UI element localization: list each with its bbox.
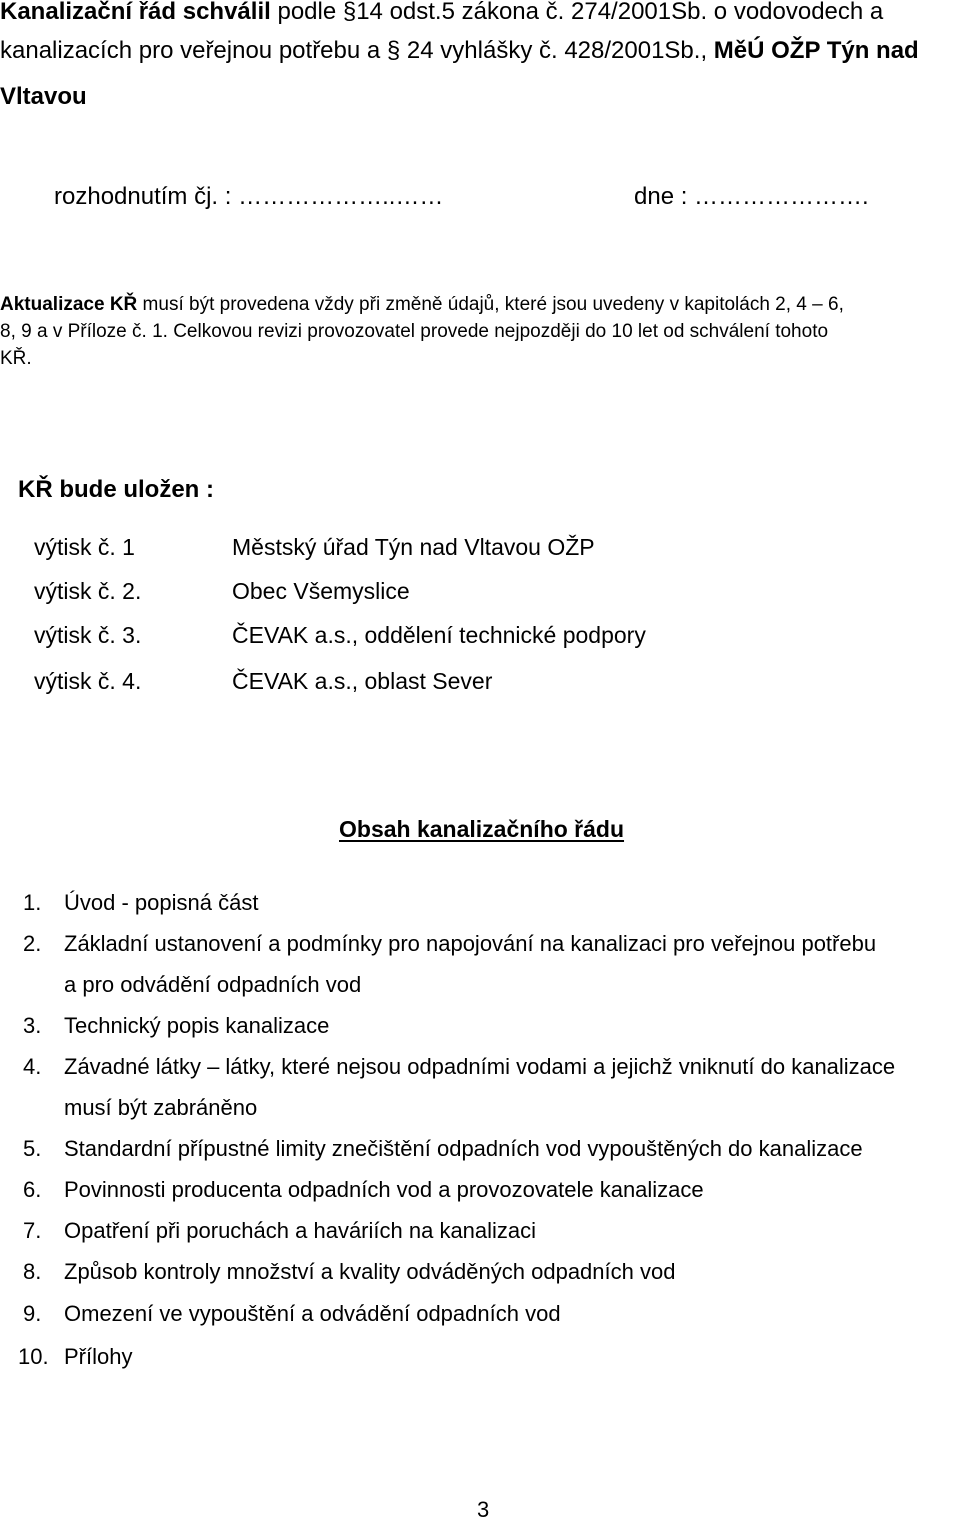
copy-4-label: výtisk č. 4.	[34, 668, 142, 694]
toc-num-7: 7.	[23, 1218, 42, 1243]
toc-item-7: Opatření při poruchách a haváriích na kanalizaci	[64, 1218, 537, 1243]
toc-item-2-cont: a pro odvádění odpadních vod	[64, 972, 362, 997]
toc-num-10: 10.	[18, 1344, 49, 1369]
approval-line-2	[0, 37, 919, 65]
toc-num-4: 4.	[23, 1054, 42, 1079]
approval-line-1	[0, 0, 883, 26]
toc-num-1: 1.	[23, 890, 42, 915]
copy-1-holder: Městský úřad Týn nad Vltavou OŽP	[232, 534, 595, 560]
update-line-2: 8, 9 a v Příloze č. 1. Celkovou revizi provozovatel provede nejpozději do 10 let od schválení tohoto	[0, 321, 829, 342]
approval-bold-lead: Kanalizační řád schválil	[0, 0, 271, 25]
toc-item-3: Technický popis kanalizace	[64, 1013, 330, 1038]
storage-heading: KŘ bude uložen :	[18, 476, 214, 503]
approval-authority: MěÚ OŽP Týn nad	[713, 37, 919, 64]
decision-date: dne : ………………….	[634, 183, 869, 210]
toc-num-6: 6.	[23, 1177, 42, 1202]
toc-item-1: Úvod - popisná část	[64, 890, 259, 915]
toc-num-2: 2.	[23, 931, 42, 956]
toc-num-3: 3.	[23, 1013, 42, 1038]
copy-3-label: výtisk č. 3.	[34, 622, 142, 648]
approval-authority-cont: Vltavou	[0, 83, 87, 110]
page-number: 3	[477, 1497, 490, 1522]
toc-item-6: Povinnosti producenta odpadních vod a provozovatele kanalizace	[64, 1177, 704, 1202]
copy-1-label: výtisk č. 1	[34, 534, 135, 560]
approval-line-2-text: kanalizacích pro veřejnou potřebu a § 24 vyhlášky č. 428/2001Sb.,	[0, 37, 714, 64]
toc-title: Obsah kanalizačního řádu	[339, 816, 625, 842]
update-line-3: KŘ.	[0, 348, 32, 369]
toc-item-9: Omezení ve vypouštění a odvádění odpadních vod	[64, 1301, 561, 1326]
toc-item-2: Základní ustanovení a podmínky pro napojování na kanalizaci pro veřejnou potřebu	[64, 931, 877, 956]
toc-num-5: 5.	[23, 1136, 42, 1161]
toc-item-4: Závadné látky – látky, které nejsou odpadními vodami a jejichž vniknutí do kanalizace	[64, 1054, 896, 1079]
copy-3-holder: ČEVAK a.s., oddělení technické podpory	[232, 622, 646, 648]
update-line-1-text: musí být provedena vždy při změně údajů, které jsou uvedeny v kapitolách 2, 4 – 6,	[137, 294, 844, 315]
toc-num-8: 8.	[23, 1259, 42, 1284]
toc-num-9: 9.	[23, 1301, 42, 1326]
update-bold-lead: Aktualizace KŘ	[0, 294, 138, 315]
copy-4-holder: ČEVAK a.s., oblast Sever	[232, 668, 493, 694]
toc-item-5: Standardní přípustné limity znečištění odpadních vod vypouštěných do kanalizace	[64, 1136, 863, 1161]
decision-number: rozhodnutím čj. : ………………..……	[54, 183, 444, 210]
toc-item-8: Způsob kontroly množství a kvality odváděných odpadních vod	[64, 1259, 676, 1284]
copy-2-holder: Obec Všemyslice	[232, 578, 410, 604]
toc-item-10: Přílohy	[64, 1344, 133, 1369]
approval-line-1-text: podle §14 odst.5 zákona č. 274/2001Sb. o vodovodech a	[270, 0, 884, 25]
toc-item-4-cont: musí být zabráněno	[64, 1095, 258, 1120]
update-line-1	[0, 294, 844, 316]
copy-2-label: výtisk č. 2.	[34, 578, 142, 604]
